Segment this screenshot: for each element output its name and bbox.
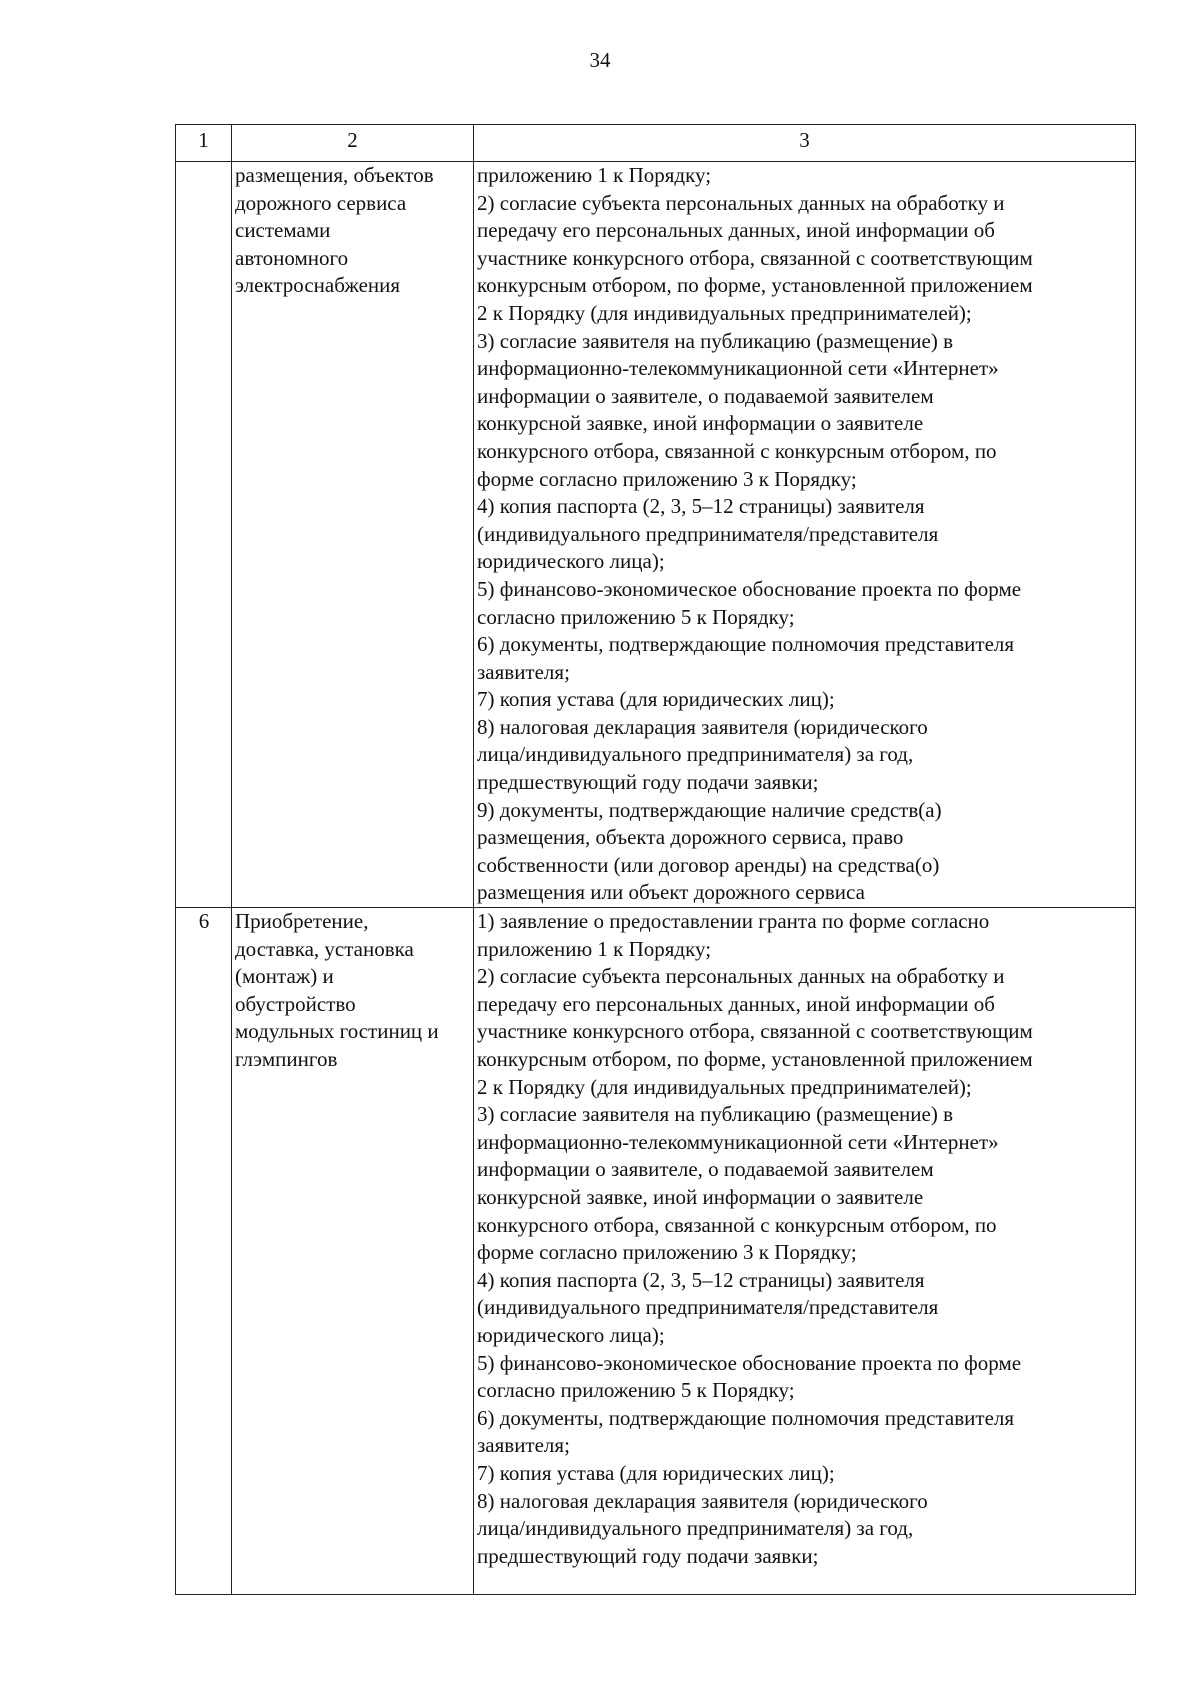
cell-text-line: приложению 1 к Порядку; — [477, 936, 712, 961]
cell-text-line: информации о заявителе, о подаваемой заявителем — [477, 1157, 934, 1182]
cell-text-line: 5) финансово-экономическое обоснование проекта по форме — [477, 576, 1022, 601]
cell-text-line: юридического лица); — [477, 549, 665, 574]
column-header: 2 — [232, 125, 474, 162]
cell-text-line: заявителя; — [477, 659, 570, 684]
cell-text-line: предшествующий году подачи заявки; — [477, 770, 819, 795]
cell-text-line: 1) заявление о предоставлении гранта по форме согласно — [477, 909, 990, 934]
cell-text-line: 8) налоговая декларация заявителя (юридического — [477, 1488, 928, 1513]
cell-text-line: доставка, установка — [235, 936, 414, 961]
cell-text-line: информационно-телекоммуникационной сети «Интернет» — [477, 1129, 999, 1154]
cell-text-line: 7) копия устава (для юридических лиц); — [477, 1460, 835, 1485]
cell-text-line: 3) согласие заявителя на публикацию (размещение) в — [477, 328, 953, 353]
cell-text-line: системами — [235, 218, 331, 243]
cell-text-line: дорожного сервиса — [235, 190, 407, 215]
documents-cell — [474, 162, 1136, 908]
activity-cell — [232, 908, 474, 1595]
cell-text-line: 4) копия паспорта (2, 3, 5–12 страницы) заявителя — [477, 1267, 925, 1292]
cell-text-line: модульных гостиниц и — [235, 1019, 439, 1044]
cell-text-line: 6) документы, подтверждающие полномочия представителя — [477, 632, 1015, 657]
cell-text-line: приложению 1 к Порядку; — [477, 163, 712, 187]
cell-text-line: 2) согласие субъекта персональных данных на обработку и — [477, 190, 1005, 215]
cell-text-line: 8) налоговая декларация заявителя (юридического — [477, 714, 928, 739]
cell-text-line: конкурсным отбором, по форме, установленной приложением — [477, 1047, 1033, 1071]
cell-text-line: согласно приложению 5 к Порядку; — [477, 1378, 795, 1403]
page-number: 34 — [589, 48, 611, 72]
cell-text-line: размещения, объектов — [235, 163, 434, 187]
cell-text-line: конкурсной заявке, иной информации о заявителе — [477, 1184, 924, 1209]
cell-text-line: собственности (или договор аренды) на средства(о) — [477, 852, 940, 877]
cell-text-line: размещения или объект дорожного сервиса — [477, 880, 865, 905]
cell-text-line: 2 к Порядку (для индивидуальных предпринимателей); — [477, 300, 972, 325]
cell-text-line: 2 к Порядку (для индивидуальных предпринимателей); — [477, 1074, 972, 1099]
cell-text-line: лица/индивидуального предпринимателя) за год, — [477, 742, 914, 767]
cell-text-line: размещения, объекта дорожного сервиса, право — [477, 825, 904, 850]
cell-text-line: (монтаж) и — [235, 964, 334, 989]
requirements-table — [175, 124, 1136, 1595]
cell-text-line: автономного — [235, 245, 349, 270]
cell-text-line: (индивидуального предпринимателя/представителя — [477, 1295, 939, 1320]
cell-text-line: (индивидуального предпринимателя/представителя — [477, 521, 939, 546]
cell-text-line: обустройство — [235, 991, 356, 1016]
cell-text-line: 9) документы, подтверждающие наличие средств(а) — [477, 797, 942, 822]
documents-cell — [474, 908, 1136, 1595]
row-number-cell: 6 — [176, 908, 232, 1595]
cell-text-line: 6) документы, подтверждающие полномочия представителя — [477, 1405, 1015, 1430]
cell-text-line: 2) согласие субъекта персональных данных на обработку и — [477, 964, 1005, 989]
table-header-row — [176, 125, 1136, 162]
cell-text-line: конкурсного отбора, связанной с конкурсным отбором, по — [477, 1212, 997, 1237]
cell-text-line: форме согласно приложению 3 к Порядку; — [477, 466, 857, 491]
cell-text-line: 3) согласие заявителя на публикацию (размещение) в — [477, 1102, 953, 1127]
cell-text-line: конкурсного отбора, связанной с конкурсным отбором, по — [477, 438, 997, 463]
cell-text-line: участнике конкурсного отбора, связанной с соответствующим — [477, 1019, 1033, 1044]
cell-text-line: Приобретение, — [235, 909, 369, 934]
cell-text-line: 5) финансово-экономическое обоснование проекта по форме — [477, 1350, 1022, 1375]
activity-cell — [232, 162, 474, 908]
cell-text-line: передачу его персональных данных, иной информации об — [477, 218, 995, 243]
cell-text-line: заявителя; — [477, 1433, 570, 1458]
column-header: 3 — [474, 125, 1136, 162]
cell-text-line: передачу его персональных данных, иной информации об — [477, 991, 995, 1016]
cell-text-line: предшествующий году подачи заявки; — [477, 1543, 819, 1568]
cell-text-line: конкурсной заявке, иной информации о заявителе — [477, 411, 924, 436]
row-number-cell — [176, 162, 232, 908]
cell-text-line: участнике конкурсного отбора, связанной с соответствующим — [477, 245, 1033, 270]
cell-text-line: информации о заявителе, о подаваемой заявителем — [477, 383, 934, 408]
cell-text-line: конкурсным отбором, по форме, установленной приложением — [477, 273, 1033, 298]
table-row — [176, 908, 1136, 1595]
cell-text-line: глэмпингов — [235, 1047, 338, 1071]
cell-text-line: согласно приложению 5 к Порядку; — [477, 604, 795, 629]
cell-text-line: 7) копия устава (для юридических лиц); — [477, 687, 835, 712]
cell-text-line: форме согласно приложению 3 к Порядку; — [477, 1240, 857, 1265]
cell-text-line: электроснабжения — [235, 273, 401, 298]
cell-text-line: 4) копия паспорта (2, 3, 5–12 страницы) заявителя — [477, 494, 925, 519]
cell-text-line: юридического лица); — [477, 1322, 665, 1347]
column-header: 1 — [176, 125, 232, 162]
cell-text-line: лица/индивидуального предпринимателя) за год, — [477, 1516, 914, 1541]
cell-text-line: информационно-телекоммуникационной сети «Интернет» — [477, 356, 999, 381]
table-row — [176, 162, 1136, 908]
